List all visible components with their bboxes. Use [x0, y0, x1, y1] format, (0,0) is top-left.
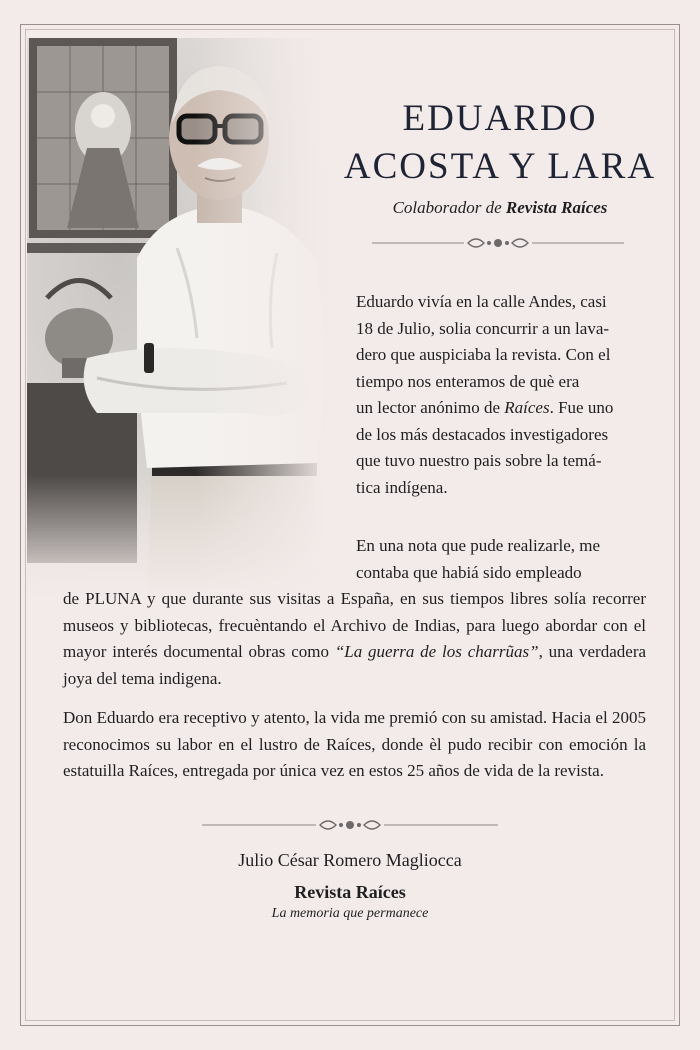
p1-line-5: un lector anónimo de: [356, 398, 500, 417]
p1-line-7: que tuvo nuestro pais sobre la temá-: [356, 451, 602, 470]
p1-line-2: 18 de Julio, solia concurrir a un lava-: [356, 318, 610, 338]
title-line-1: EDUARDO: [402, 98, 598, 139]
p1-line-4: tiempo nos enteramos de què era: [356, 371, 580, 391]
p2-line-1: En una nota que pude realizarle, me: [356, 536, 601, 555]
paragraph-2-continued: [63, 586, 646, 692]
p1-line-3: dero que auspiciaba la revista. Con el: [356, 345, 611, 364]
p1-line-5-end: . Fue uno: [549, 398, 614, 417]
p2-body-a: de PLUNA y que durante sus visitas a España, en sus tiempos libres solía recorrer museos y bibliotecas, frecuèntando el Archivo de Indias, para luego abordar con el mayor interés documental obras como: [63, 589, 646, 661]
subtitle-magazine: Revista Raíces: [505, 198, 608, 217]
magazine-name: Revista Raíces: [294, 882, 406, 902]
title-line-2: ACOSTA Y LARA: [343, 146, 657, 187]
subtitle: [320, 198, 680, 218]
title-ornament-icon: [372, 234, 624, 252]
p1-magazine-name: Raíces: [504, 398, 550, 417]
p2-line-2: contaba que habiá sido empleado: [356, 562, 582, 582]
p3-text: Don Eduardo era receptivo y atento, la vida me premió con su amistad. Hacia el 2005 reconocimos su labor en el lustro de Raíces, donde èl pudo recibir con emoción la estatuilla Raíces, entregada por única vez en estos 25 años de vida de la revista.: [63, 708, 646, 780]
paragraph-2-start: [356, 533, 642, 586]
paragraph-1: [356, 289, 642, 501]
magazine-motto: La memoria que permanece: [271, 906, 429, 921]
portrait-photo: [27, 38, 332, 598]
p1-line-1: Eduardo vivía en la calle Andes, casi: [356, 292, 607, 311]
subtitle-prefix: Colaborador de: [392, 198, 502, 217]
p1-line-8: tica indígena.: [356, 477, 448, 497]
p2-body-b: , una verdadera joya del tema indigena.: [63, 642, 647, 688]
paragraph-3: [63, 705, 646, 785]
signature-ornament-icon: [202, 816, 498, 834]
p2-work-title: “La guerra de los charrũas”: [334, 642, 539, 661]
author-name: Julio César Romero Magliocca: [238, 850, 462, 870]
p1-line-6: de los más destacados investigadores: [356, 424, 609, 444]
